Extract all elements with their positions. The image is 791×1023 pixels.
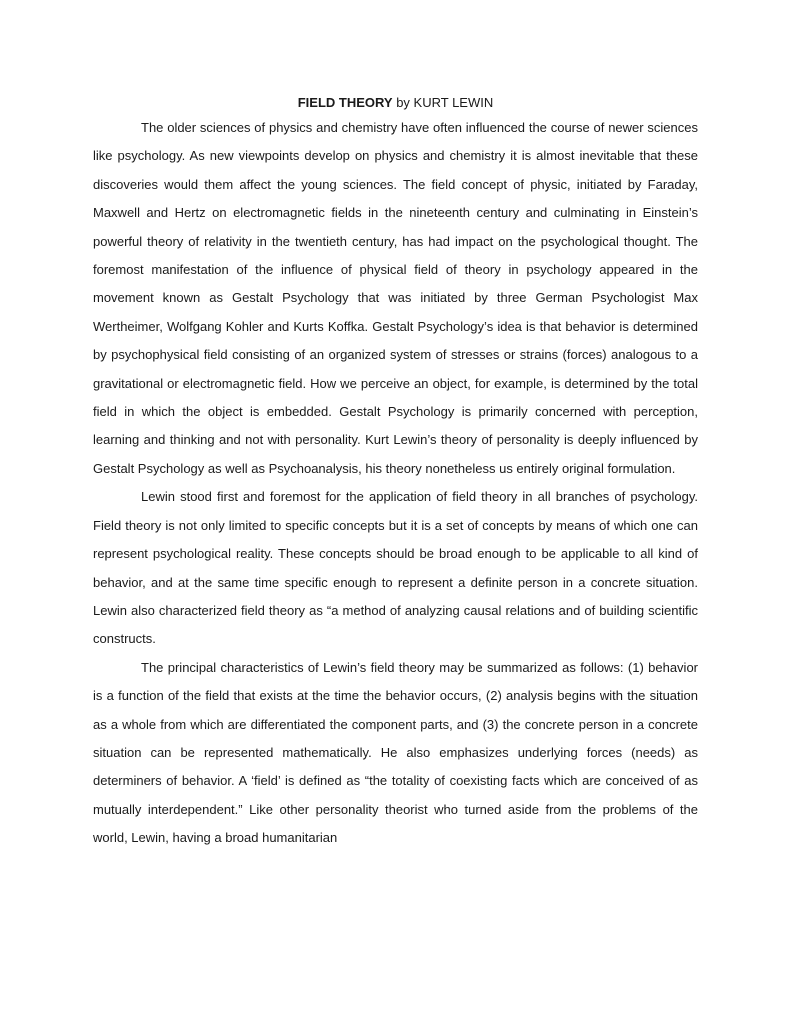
document-title xyxy=(93,92,698,114)
paragraph-3: The principal characteristics of Lewin’s field theory may be summarized as follows: (1) behavior is a function of the field that exists at the time the behavior occurs, (2) analysis begins with the situation as a whole from which are differentiated the component parts, and (3) the concrete person in a concrete situation can be represented mathematically. He also emphasizes underlying forces (needs) as determiners of behavior. A ‘field’ is defined as “the totality of coexisting facts which are conceived of as mutually interdependent.” Like other personality theorist who turned aside from the problems of the world, Lewin, having a broad humanitarian xyxy=(93,659,698,846)
paragraph-2: Lewin stood first and foremost for the application of field theory in all branches of psychology. Field theory is not only limited to specific concepts but it is a set of concepts by means of which one can represent psychological reality. These concepts should be broad enough to be applicable to all kind of behavior, and at the same time specific enough to represent a definite person in a concrete situation. Lewin also characterized field theory as “a method of analyzing causal relations and of building scientific constructs. xyxy=(93,489,698,647)
title-bold-text: FIELD THEORY xyxy=(297,95,393,110)
document-body xyxy=(93,92,698,853)
title-author-text: by KURT LEWIN xyxy=(392,95,494,110)
paragraph-1: The older sciences of physics and chemistry have often influenced the course of newer sciences like psychology. As new viewpoints develop on physics and chemistry it is almost inevitable that these discoveries would them affect the young sciences. The field concept of physic, initiated by Faraday, Maxwell and Hertz on electromagnetic fields in the nineteenth century and culminating in Einstein’s powerful theory of relativity in the twentieth century, has had impact on the psychological thought. The foremost manifestation of the influence of physical field of theory in psychology appeared in the movement known as Gestalt Psychology that was initiated by three German Psychologist Max Wertheimer, Wolfgang Kohler and Kurts Koffka. Gestalt Psychology’s idea is that behavior is determined by psychophysical field consisting of an organized system of stresses or strains (forces) analogous to a gravitational or electromagnetic field. How we perceive an object, for example, is determined by the total field in which the object is embedded. Gestalt Psychology is primarily concerned with perception, learning and thinking and not with personality. Kurt Lewin’s theory of personality is deeply influenced by Gestalt Psychology as well as Psychoanalysis, his theory nonetheless us entirely original formulation. xyxy=(93,120,698,476)
